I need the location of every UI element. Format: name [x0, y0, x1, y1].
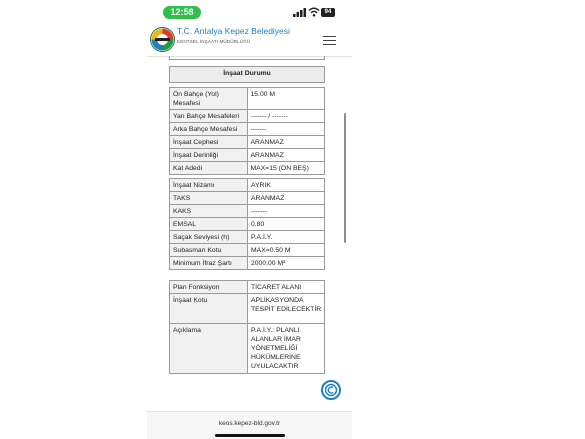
- row-label: Yan Bahçe Mesafeleri: [170, 110, 248, 123]
- row-value: APLİKASYONDA TESPİT EDİLECEKTİR: [248, 294, 325, 324]
- row-value: ARANMAZ: [247, 149, 325, 162]
- row-value: ARANMAZ: [247, 136, 325, 149]
- row-label: Ön Bahçe (Yol) Mesafesi: [170, 88, 248, 110]
- table-row: [170, 179, 325, 192]
- kepez-municipality-logo-icon[interactable]: [150, 27, 175, 52]
- accessibility-button[interactable]: [321, 380, 341, 400]
- row-label: Açıklama: [170, 324, 248, 374]
- table-row: [170, 192, 325, 205]
- zoning-info-content: [169, 58, 325, 374]
- row-value: MAX=15 (ON BEŞ): [247, 162, 325, 175]
- row-value: -------: [248, 205, 325, 218]
- row-value: TİCARET ALANI: [248, 281, 325, 294]
- table-row: [170, 88, 325, 110]
- row-value: P.A.İ.Y.: [248, 231, 325, 244]
- row-value: 2000.00 M²: [248, 257, 325, 270]
- phone-screen: [147, 0, 352, 439]
- row-label: EMSAL: [170, 218, 248, 231]
- table-row: [170, 136, 325, 149]
- row-label: Plan Fonksiyon: [170, 281, 248, 294]
- row-label: KAKS: [170, 205, 248, 218]
- row-label: TAKS: [170, 192, 248, 205]
- table-row: [170, 324, 325, 374]
- row-label: Saçak Seviyesi (h): [170, 231, 248, 244]
- row-label: İnşaat Cephesi: [170, 136, 248, 149]
- table-row: [170, 162, 325, 175]
- construction-status-table-2: [169, 178, 325, 270]
- construction-status-table-3: [169, 280, 325, 374]
- status-time: 12:58: [163, 6, 201, 19]
- org-name[interactable]: T.C. Antalya Kepez Belediyesi: [177, 26, 290, 36]
- row-label: Minimum İfraz Şartı: [170, 257, 248, 270]
- section-title: İnşaat Durumu: [170, 67, 325, 83]
- battery-icon: 94: [321, 8, 335, 17]
- table-row: [170, 281, 325, 294]
- accessibility-icon: [323, 382, 339, 398]
- row-value: -------: [247, 123, 325, 136]
- row-value: P.A.İ.Y.: PLANLI ALANLAR İMAR YÖNETMELİĞİ HÜKÜMLERİNE UYULACAKTIR: [248, 324, 325, 374]
- cellular-signal-icon: [293, 8, 307, 17]
- row-label: İnşaat Derinliği: [170, 149, 248, 162]
- table-row: [170, 149, 325, 162]
- table-row: [170, 257, 325, 270]
- home-indicator[interactable]: [215, 434, 285, 437]
- row-value: ARANMAZ: [248, 192, 325, 205]
- status-bar: [147, 0, 352, 20]
- page-scrollbar[interactable]: [344, 113, 346, 243]
- row-value: 15.00 M: [247, 88, 325, 110]
- table-row: [170, 231, 325, 244]
- row-value: MAX=0.50 M: [248, 244, 325, 257]
- url-text[interactable]: keos.kepez-bld.gov.tr: [218, 420, 281, 427]
- row-label: Kat Adedi: [170, 162, 248, 175]
- row-label: İnşaat Kotu: [170, 294, 248, 324]
- row-value: 0.80: [248, 218, 325, 231]
- table-row: [170, 244, 325, 257]
- table-row: [170, 205, 325, 218]
- site-header: [147, 22, 352, 57]
- row-value: ------- / -------: [247, 110, 325, 123]
- table-row: [170, 218, 325, 231]
- row-label: İnşaat Nizamı: [170, 179, 248, 192]
- hamburger-menu-icon[interactable]: [323, 36, 336, 46]
- table-row: [170, 123, 325, 136]
- construction-status-table-1: [169, 66, 325, 175]
- row-label: Subasman Kotu: [170, 244, 248, 257]
- browser-url-bar[interactable]: [147, 411, 352, 439]
- row-label: Arka Bahçe Mesafesi: [170, 123, 248, 136]
- table-row: [170, 110, 325, 123]
- row-value: AYRIK: [248, 179, 325, 192]
- table-row: [170, 294, 325, 324]
- wifi-icon: [308, 7, 320, 17]
- org-subtitle: KENTSEL İNŞAATI MÜDÜRLÜĞÜ: [177, 39, 251, 44]
